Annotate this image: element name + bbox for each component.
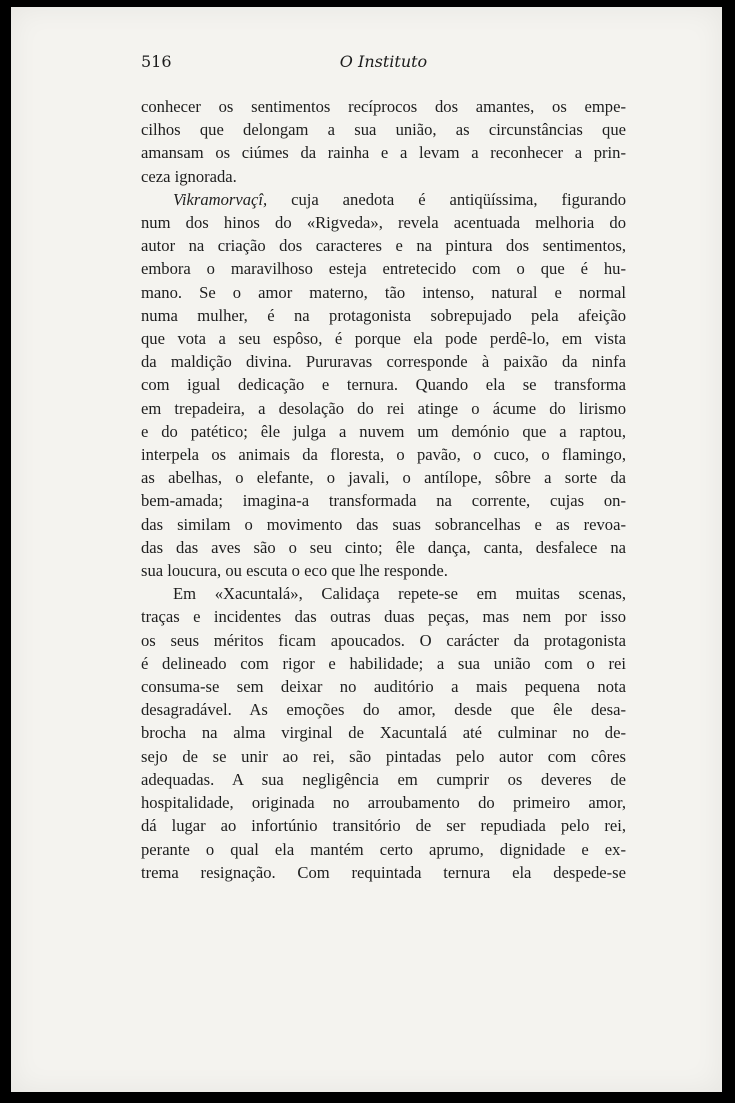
text-line: num dos hinos do «Rigveda», revela acentuada melhoria do (141, 213, 626, 233)
text-line: traças e incidentes das outras duas peças, mas nem por isso (141, 607, 626, 627)
paragraph-3 (141, 582, 626, 884)
text-line: adequadas. A sua negligência em cumprir os deveres de (141, 769, 626, 789)
text-line: Em «Xacuntalá», Calidaça repete-se em muitas scenas, (173, 584, 626, 604)
text-line: desagradável. As emoções do amor, desde que êle desa- (141, 700, 626, 720)
running-title: O Instituto (339, 52, 428, 71)
text-line: sejo de se unir ao rei, são pintadas pelo autor com côres (141, 746, 626, 766)
text-line: autor na criação dos caracteres e na pintura dos sentimentos, (141, 236, 626, 256)
text-line: bem-amada; imagina-a transformada na corrente, cujas on- (141, 491, 626, 511)
text-line: os seus méritos ficam apoucados. O carácter da protagonista (141, 630, 626, 650)
text-line: brocha na alma virginal de Xacuntalá até culminar no de- (141, 723, 626, 743)
text-line: com igual dedicação e ternura. Quando ela se transforma (141, 375, 626, 395)
text-line: ceza ignorada. (141, 166, 237, 186)
text-line: da maldição divina. Pururavas corresponde à paixão da ninfa (141, 352, 626, 372)
text-line: em trepadeira, a desolação do rei atinge o ácume do lirismo (141, 398, 626, 418)
text-line: das similam o movimento das suas sobrancelhas e as revoa- (141, 514, 626, 534)
text-line: consuma-se sem deixar no auditório a mais pequena nota (141, 677, 626, 697)
text-fragment: cuja anedota é antiqüíssima, figurando (267, 189, 626, 209)
page-header (141, 52, 626, 78)
text-line: é delineado com rigor e habilidade; a sua união com o rei (141, 653, 626, 673)
text-line: das das aves são o seu cinto; êle dança, canta, desfalece na (141, 537, 626, 557)
play-title: Vikramorvaçî, (173, 189, 268, 209)
text-line: mano. Se o amor materno, tão intenso, natural e normal (141, 282, 626, 302)
paragraph-1 (141, 95, 626, 188)
text-line: as abelhas, o elefante, o javali, o antílope, sôbre a sorte da (141, 468, 626, 488)
text-line: sua loucura, ou escuta o eco que lhe responde. (141, 561, 448, 581)
paragraph-2 (141, 188, 626, 582)
text-line: e do patético; êle julga a nuvem um demónio que a raptou, (141, 421, 626, 441)
text-line: perante o qual ela mantém certo aprumo, dignidade e ex- (141, 839, 626, 859)
text-line: cilhos que delongam a sua união, as circunstâncias que (141, 120, 626, 140)
text-line: interpela os animais da floresta, o pavão, o cuco, o flamingo, (141, 445, 626, 465)
text-line: numa mulher, é na protagonista sobrepujado pela afeição (141, 305, 626, 325)
text-line (141, 188, 626, 211)
text-line: dá lugar ao infortúnio transitório de ser repudiada pelo rei, (141, 816, 626, 836)
text-line: embora o maravilhoso esteja entretecido com o que é hu- (141, 259, 626, 279)
text-line: amansam os ciúmes da rainha e a levam a reconhecer a prin- (141, 143, 626, 163)
text-line: hospitalidade, originada no arroubamento do primeiro amor, (141, 793, 626, 813)
body-text (141, 95, 626, 884)
text-line: trema resignação. Com requintada ternura ela despede-se (141, 862, 626, 882)
text-line: conhecer os sentimentos recíprocos dos amantes, os empe- (141, 97, 626, 116)
page-number: 516 (141, 52, 172, 71)
text-line: que vota a seu espôso, é porque ela pode perdê-lo, em vista (141, 329, 626, 349)
